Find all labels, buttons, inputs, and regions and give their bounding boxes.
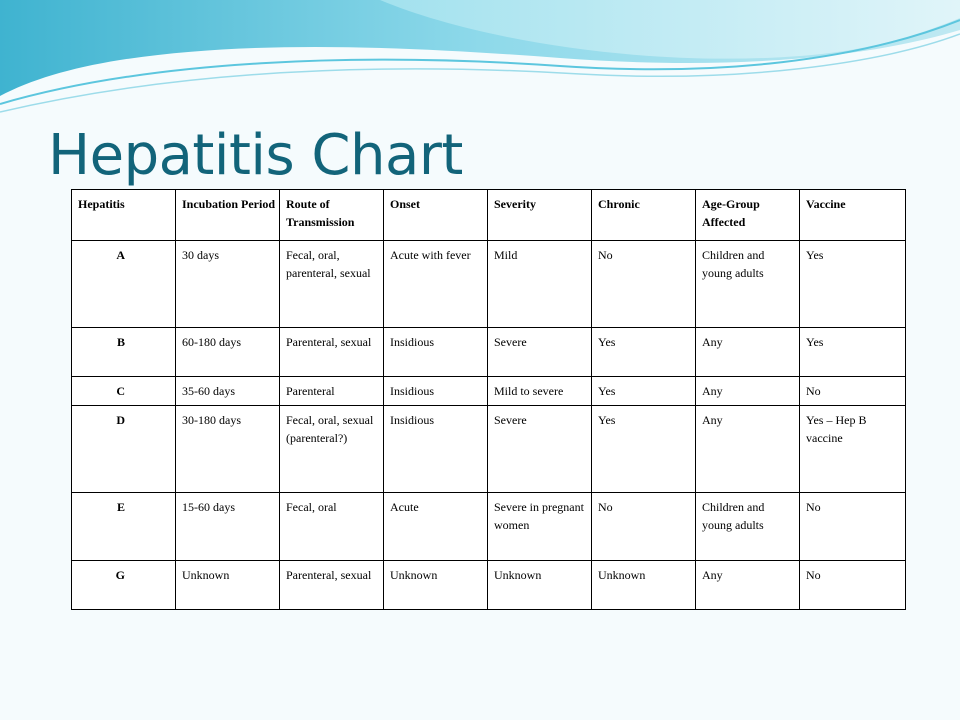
table-cell: Any (696, 328, 800, 377)
table-cell: Children and young adults (696, 493, 800, 561)
table-cell: Yes (592, 406, 696, 493)
table-cell: Unknown (488, 561, 592, 610)
header-incubation-period: Incubation Period (176, 190, 280, 241)
table-cell: Fecal, oral, sexual (parenteral?) (280, 406, 384, 493)
table-cell: Insidious (384, 406, 488, 493)
table-cell: No (800, 561, 906, 610)
table-cell: 60-180 days (176, 328, 280, 377)
header-wave-decoration (0, 0, 960, 120)
table-cell: No (592, 493, 696, 561)
table-cell: 30 days (176, 241, 280, 328)
table-cell: Any (696, 406, 800, 493)
table-cell: B (72, 328, 176, 377)
table-cell: Fecal, oral (280, 493, 384, 561)
table-cell: Any (696, 561, 800, 610)
header-vaccine: Vaccine (800, 190, 906, 241)
table-cell: Yes (800, 241, 906, 328)
table-row (72, 328, 906, 377)
table-row (72, 561, 906, 610)
table-cell: Unknown (592, 561, 696, 610)
table-row (72, 241, 906, 328)
header-severity: Severity (488, 190, 592, 241)
table-header-row (72, 190, 906, 241)
table-cell: No (592, 241, 696, 328)
table-cell: Yes – Hep B vaccine (800, 406, 906, 493)
hepatitis-table (71, 189, 906, 610)
table-cell: Severe in pregnant women (488, 493, 592, 561)
table-row (72, 493, 906, 561)
table-cell: A (72, 241, 176, 328)
table-cell: 35-60 days (176, 377, 280, 406)
table-cell: Mild (488, 241, 592, 328)
table-row (72, 377, 906, 406)
table-cell: Mild to severe (488, 377, 592, 406)
table-cell: G (72, 561, 176, 610)
table-cell: Yes (592, 377, 696, 406)
table-cell: Children and young adults (696, 241, 800, 328)
table-cell: Fecal, oral, parenteral, sexual (280, 241, 384, 328)
table-row (72, 406, 906, 493)
page-title: Hepatitis Chart (48, 123, 463, 188)
table-cell: Insidious (384, 377, 488, 406)
table-cell: 30-180 days (176, 406, 280, 493)
header-onset: Onset (384, 190, 488, 241)
table-cell: D (72, 406, 176, 493)
header-route-of-transmission: Route of Transmission (280, 190, 384, 241)
table-cell: E (72, 493, 176, 561)
table-cell: Parenteral (280, 377, 384, 406)
table-cell: Yes (592, 328, 696, 377)
table-cell: 15-60 days (176, 493, 280, 561)
table-cell: Insidious (384, 328, 488, 377)
header-chronic: Chronic (592, 190, 696, 241)
header-age-group-affected: Age-Group Affected (696, 190, 800, 241)
table-cell: Acute with fever (384, 241, 488, 328)
table-cell: Acute (384, 493, 488, 561)
header-hepatitis: Hepatitis (72, 190, 176, 241)
table-cell: Severe (488, 406, 592, 493)
table-cell: Unknown (176, 561, 280, 610)
table-cell: Yes (800, 328, 906, 377)
table-cell: No (800, 377, 906, 406)
table-cell: Parenteral, sexual (280, 328, 384, 377)
table-cell: Parenteral, sexual (280, 561, 384, 610)
table-cell: Unknown (384, 561, 488, 610)
table-cell: C (72, 377, 176, 406)
table-cell: Any (696, 377, 800, 406)
table-cell: Severe (488, 328, 592, 377)
table-cell: No (800, 493, 906, 561)
